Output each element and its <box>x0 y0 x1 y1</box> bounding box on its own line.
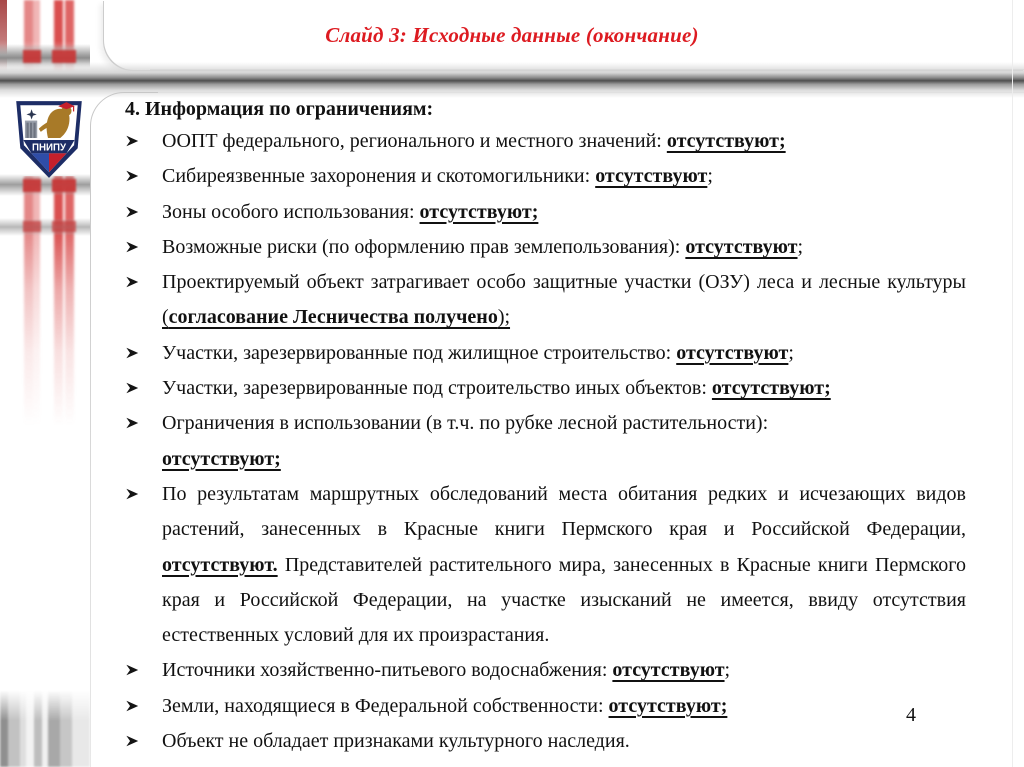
item-text: ); <box>497 306 511 329</box>
item-text: Проектируемый объект затрагивает особо защитные участки (ОЗУ) леса и лесные культуры <box>162 271 966 294</box>
bullet-arrow-icon <box>125 124 162 159</box>
list-item <box>125 371 966 406</box>
slide-body <box>0 94 1024 759</box>
bullet-arrow-icon <box>125 195 162 230</box>
item-text: ООПТ федерального, регионального и местного значений: <box>162 130 667 152</box>
list-item <box>125 230 966 265</box>
item-status: отсутствуют; <box>608 694 728 717</box>
item-text: Представителей растительного мира, занесенных в Красные книги Пермского края и Российской Федерации, на участке изысканий не имеется, ввиду отсутствия естественных условий для их произрастания. <box>162 553 966 647</box>
bullet-arrow-icon <box>125 406 162 441</box>
item-text: Земли, находящиеся в Федеральной собственности: <box>162 694 609 717</box>
list-item <box>125 406 966 477</box>
bullet-arrow-icon <box>125 724 162 759</box>
item-text: ( <box>162 306 169 329</box>
section-heading: 4. Информация по ограничениям: <box>125 98 434 120</box>
list-item <box>125 689 966 724</box>
item-status: отсутствуют; <box>419 200 539 223</box>
content-panel-top-line <box>158 92 1024 93</box>
bullet-arrow-icon <box>125 477 162 512</box>
item-status: отсутствуют. <box>162 553 278 576</box>
list-item <box>125 724 966 759</box>
item-text: По результатам маршрутных обследований места обитания редких и исчезающих видов растений, занесенных в Красные книги Пермского края и Российской Федерации, <box>162 482 966 541</box>
item-text: ; <box>724 659 731 682</box>
logo-text: ПНИПУ <box>31 142 67 154</box>
list-item <box>125 265 966 336</box>
slide-title: Слайд 3: Исходные данные (окончание) <box>325 22 699 47</box>
item-status: отсутствуют <box>612 659 725 682</box>
item-status: отсутствуют; <box>162 447 281 470</box>
list-item <box>125 195 966 230</box>
item-status: согласование Лесничества получено <box>168 306 498 329</box>
item-text: ; <box>788 341 794 364</box>
item-text: Ограничения в использовании (в т.ч. по рубке лесной растительности): <box>162 412 769 435</box>
item-status: отсутствуют; <box>711 377 831 400</box>
item-text: Участки, зарезервированные под жилищное строительство: <box>162 341 677 364</box>
item-text: Участки, зарезервированные под строительство иных объектов: <box>162 377 712 400</box>
bullet-arrow-icon <box>125 689 162 724</box>
item-text: Сибиреязвенные захоронения и скотомогильники: <box>162 165 596 188</box>
item-status: отсутствуют <box>595 165 708 188</box>
list-item <box>125 653 966 688</box>
item-text: Объект не обладает признаками культурного наследия. <box>162 730 630 753</box>
bullet-arrow-icon <box>125 371 162 406</box>
bullet-arrow-icon <box>125 230 162 265</box>
item-text: ; <box>707 165 713 188</box>
item-text: Источники хозяйственно-питьевого водоснабжения: <box>162 659 613 682</box>
item-text: Зоны особого использования: <box>162 200 420 223</box>
item-status: отсутствуют; <box>666 130 786 152</box>
bullet-arrow-icon <box>125 653 162 688</box>
list-item <box>125 159 966 194</box>
item-text: ; <box>797 235 804 258</box>
item-status: отсутствуют <box>676 341 789 364</box>
item-status: отсутствуют <box>685 235 798 258</box>
page-number: 4 <box>906 704 916 726</box>
list-item <box>125 477 966 653</box>
item-text: Возможные риски (по оформлению прав землепользования): <box>162 235 686 258</box>
list-item <box>125 124 966 159</box>
bullet-arrow-icon <box>125 159 162 194</box>
list-item <box>125 336 966 371</box>
bullet-arrow-icon <box>125 336 162 371</box>
bullet-arrow-icon <box>125 265 162 300</box>
